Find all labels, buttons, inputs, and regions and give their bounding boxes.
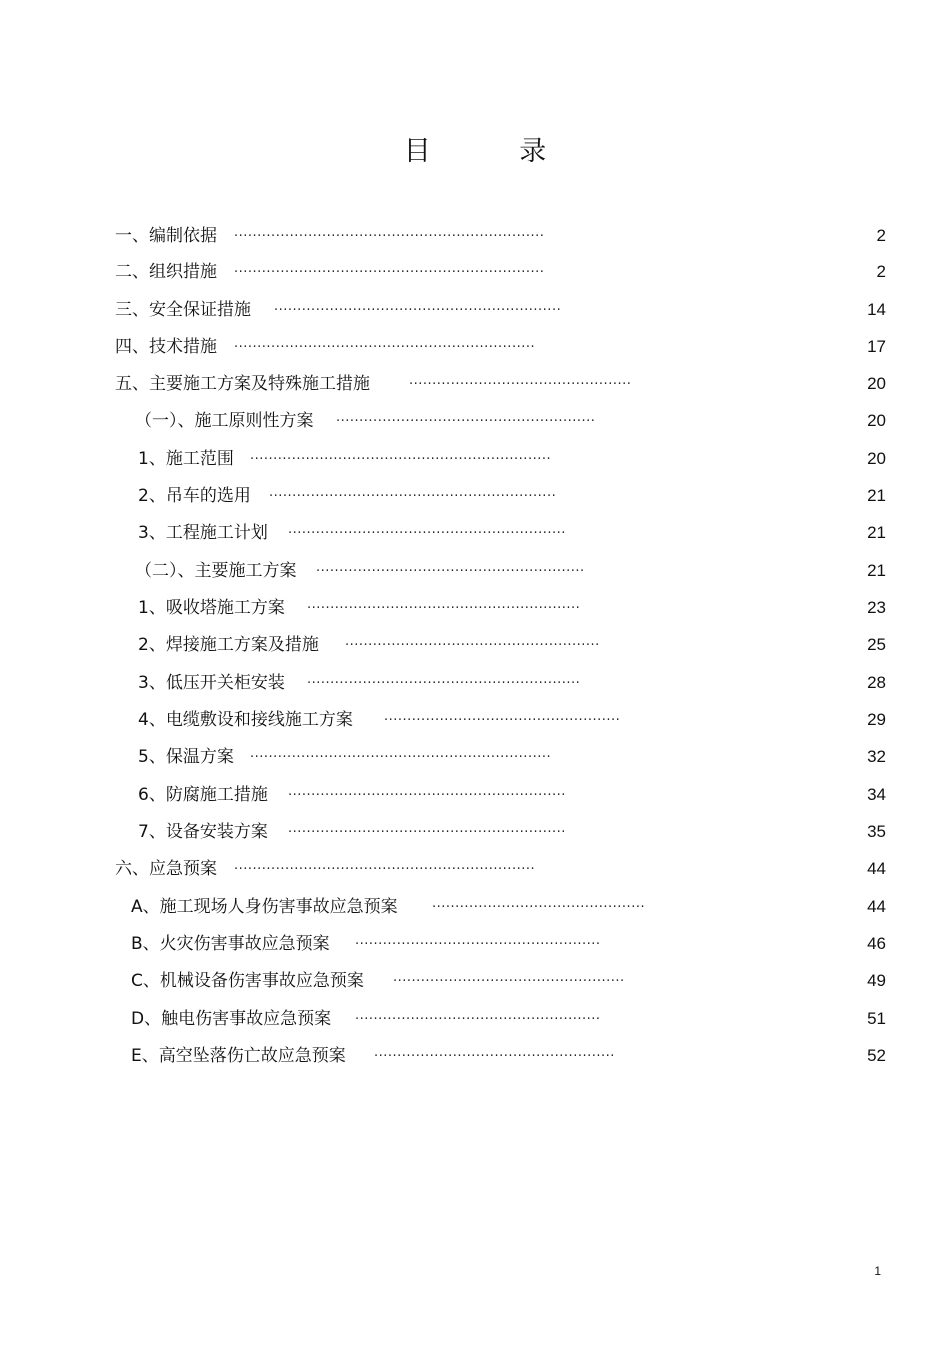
toc-entry-page: 44 [867,859,886,878]
toc-entry-label: D、触电伤害事故应急预案 [131,1009,332,1029]
toc-entry[interactable] [0,219,950,253]
toc-entry[interactable] [0,367,950,401]
toc-leader-dots: .............................................................. [274,299,562,314]
toc-entry-page: 21 [867,561,886,580]
toc-entry-page: 23 [867,598,886,617]
toc-leader-dots: ............................................................ [288,784,566,799]
toc-leader-dots: ................................................................. [250,448,552,463]
toc-entry-page: 25 [867,635,886,654]
toc-entry-page: 34 [867,785,886,804]
toc-entry[interactable] [0,293,950,327]
toc-entry-page: 44 [867,897,886,916]
toc-leader-dots: .................................................. [393,970,625,985]
toc-leader-dots: ................................................................... [234,261,545,276]
toc-entry-label: 1、施工范围 [138,449,234,469]
toc-leader-dots: ................................................................. [234,336,536,351]
toc-entry-label: C、机械设备伤害事故应急预案 [131,971,364,991]
toc-leader-dots: ............................................................ [288,821,566,836]
toc-entry-page: 28 [867,673,886,692]
toc-entry-label: A、施工现场人身伤害事故应急预案 [131,897,398,917]
toc-leader-dots: ................................................................... [234,225,545,240]
toc-entry-label: 二、组织措施 [115,262,217,282]
toc-entry[interactable] [0,852,950,886]
toc-entry-label: 三、安全保证措施 [115,300,251,320]
toc-leader-dots: .................................................... [374,1045,615,1060]
toc-leader-dots: .............................................. [432,896,646,911]
toc-leader-dots: ........................................................ [336,410,596,425]
toc-entry[interactable] [0,516,950,550]
toc-leader-dots: ................................................... [384,709,621,724]
toc-entry[interactable] [0,628,950,662]
toc-leader-dots: ................................................ [409,373,632,388]
toc-leader-dots: ........................................................... [307,672,581,687]
toc-entry-label: 6、防腐施工措施 [138,785,268,805]
toc-leader-dots: ..................................................... [355,933,601,948]
toc-entry-label: 1、吸收塔施工方案 [138,598,285,618]
toc-leader-dots: ................................................................. [234,858,536,873]
toc-entry[interactable] [0,255,950,289]
toc-entry-page: 21 [867,486,886,505]
toc-entry[interactable] [0,666,950,700]
toc-entry-page: 52 [867,1046,886,1065]
toc-entry-page: 20 [867,449,886,468]
page-number: 1 [874,1264,881,1278]
toc-leader-dots: .............................................................. [269,485,557,500]
toc-entry-label: 3、低压开关柜安装 [138,673,285,693]
toc-entry-page: 21 [867,523,886,542]
toc-leader-dots: ....................................................... [345,634,600,649]
toc-entry[interactable] [0,1002,950,1036]
toc-entry-label: B、火灾伤害事故应急预案 [131,934,330,954]
toc-leader-dots: ........................................................... [307,597,581,612]
toc-entry-page: 46 [867,934,886,953]
toc-entry-label: （二）、主要施工方案 [135,561,297,581]
toc-entry-label: 四、技术措施 [115,337,217,357]
toc-entry[interactable] [0,591,950,625]
toc-entry[interactable] [0,927,950,961]
toc-entry-label: （一）、施工原则性方案 [135,411,314,431]
toc-entry-label: 7、设备安装方案 [138,822,268,842]
toc-entry-page: 49 [867,971,886,990]
toc-entry-page: 35 [867,822,886,841]
toc-entry-page: 2 [876,262,886,281]
toc-entry[interactable] [0,554,950,588]
toc-entry-page: 2 [876,226,886,245]
toc-entry[interactable] [0,740,950,774]
toc-entry-page: 20 [867,411,886,430]
toc-entry-page: 20 [867,374,886,393]
toc-entry[interactable] [0,890,950,924]
toc-entry[interactable] [0,479,950,513]
toc-entry[interactable] [0,404,950,438]
toc-entry[interactable] [0,442,950,476]
toc-entry-label: 一、编制依据 [115,226,217,246]
toc-leader-dots: .......................................................... [316,560,585,575]
toc-entry[interactable] [0,330,950,364]
toc-entry[interactable] [0,964,950,998]
toc-entry[interactable] [0,815,950,849]
toc-leader-dots: ................................................................. [250,746,552,761]
toc-entry-label: E、高空坠落伤亡故应急预案 [131,1046,346,1066]
toc-entry[interactable] [0,778,950,812]
toc-entry[interactable] [0,1039,950,1073]
toc-entry-page: 14 [867,300,886,319]
toc-leader-dots: ............................................................ [288,522,566,537]
toc-entry-page: 51 [867,1009,886,1028]
toc-entry-label: 5、保温方案 [138,747,234,767]
toc-entry-label: 五、主要施工方案及特殊施工措施 [115,374,370,394]
toc-entry-page: 32 [867,747,886,766]
toc-entry-label: 2、吊车的选用 [138,486,251,506]
toc-entry-page: 17 [867,337,886,356]
toc-entry-label: 3、工程施工计划 [138,523,268,543]
toc-entry-label: 六、应急预案 [115,859,217,879]
toc-entry-label: 4、电缆敷设和接线施工方案 [138,710,353,730]
toc-entry[interactable] [0,703,950,737]
toc-entry-page: 29 [867,710,886,729]
toc-leader-dots: ..................................................... [355,1008,601,1023]
page-title: 目 录 [403,136,587,167]
toc-entry-label: 2、焊接施工方案及措施 [138,635,319,655]
